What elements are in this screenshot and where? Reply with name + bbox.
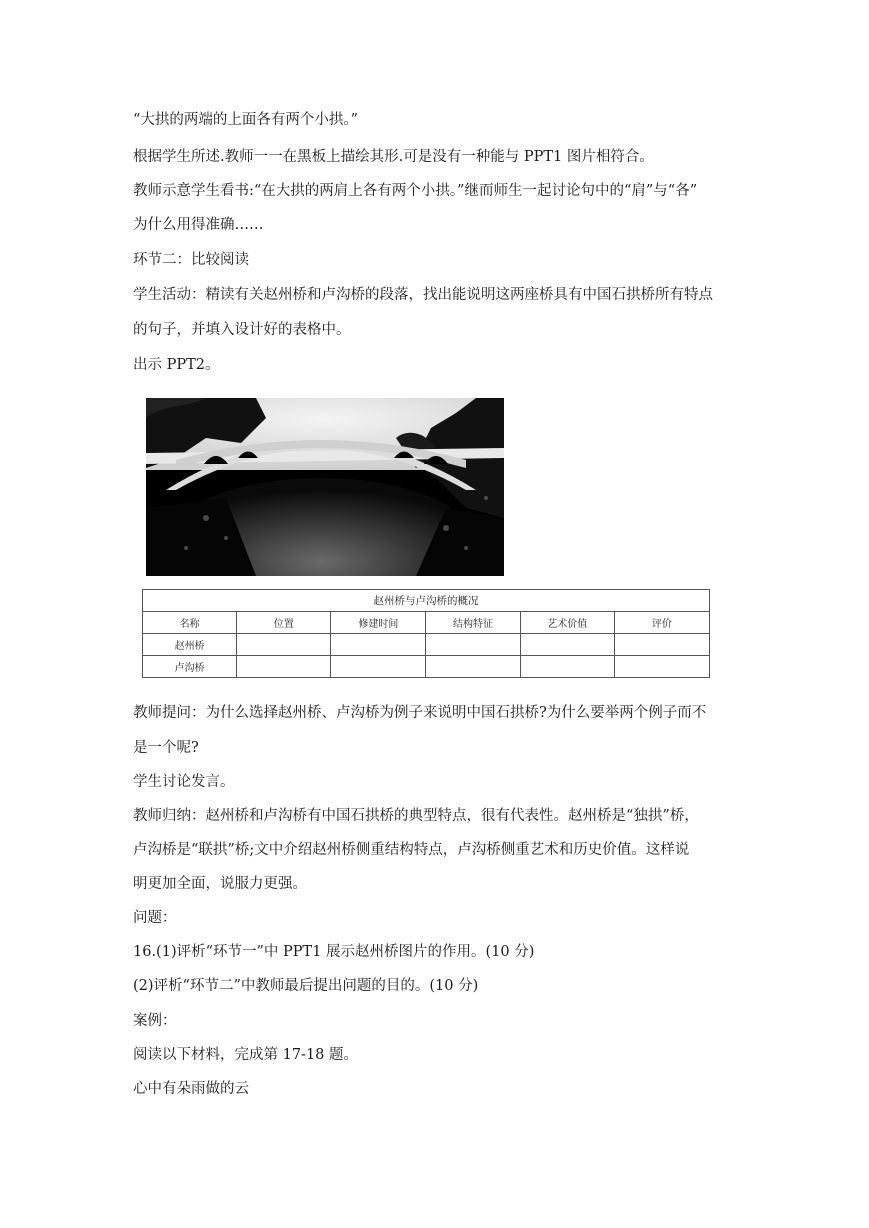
paragraph-teacher-drawing: 根据学生所述.教师一一在黑板上描绘其形.可是没有一种能与 PPT1 图片相符合。 [133,149,654,165]
table-header-art-value: 艺术价值 [520,612,614,634]
question-16-part1: 16.(1)评析“环节一”中 PPT1 展示赵州桥图片的作用。(10 分) [133,944,535,960]
paragraph-teacher-hint-line1: 教师示意学生看书:“在大拱的两肩上各有两个小拱。”继而师生一起讨论句中的“肩”与“各” [133,183,698,199]
table-cell [614,656,709,678]
table-cell [237,634,331,656]
reading-instruction: 阅读以下材料，完成第 17-18 题。 [133,1047,359,1063]
table-header-structure: 结构特征 [426,612,520,634]
table-row [143,656,710,678]
bridge-photo-icon [146,398,504,576]
quote-line: “大拱的两端的上面各有两个小拱。” [133,112,359,128]
table-row [143,634,710,656]
paragraph-teacher-hint-line2: 为什么用得准确…… [133,217,264,233]
questions-label: 问题： [133,910,177,926]
paragraph-student-discussion: 学生讨论发言。 [133,774,235,790]
paragraph-teacher-summary-line2: 卢沟桥是“联拱”桥;文中介绍赵州桥侧重结构特点，卢沟桥侧重艺术和历史价值。这样说 [133,842,690,858]
table-header-build-time: 修建时间 [331,612,426,634]
question-16-part2: (2)评析“环节二”中教师最后提出问题的目的。(10 分) [133,978,479,994]
table-cell [614,634,709,656]
table-cell-bridge-name: 赵州桥 [143,634,237,656]
bridge-overview-table [142,589,710,678]
table-header-name: 名称 [143,612,237,634]
table-header-evaluation: 评价 [614,612,709,634]
table-cell [426,656,520,678]
table-title: 赵州桥与卢沟桥的概况 [143,590,710,612]
table-cell [331,634,426,656]
paragraph-teacher-summary-line3: 明更加全面，说服力更强。 [133,876,307,892]
table-cell-bridge-name: 卢沟桥 [143,656,237,678]
paragraph-student-activity-line1: 学生活动：精读有关赵州桥和卢沟桥的段落，找出能说明这两座桥具有中国石拱桥所有特点 [133,287,713,303]
table-cell [426,634,520,656]
table-cell [237,656,331,678]
paragraph-student-activity-line2: 的句子，并填入设计好的表格中。 [133,322,351,338]
passage-title: 心中有朵雨做的云 [133,1081,249,1097]
paragraph-teacher-question-line2: 是一个呢? [133,740,199,756]
paragraph-show-ppt2: 出示 PPT2。 [133,357,220,373]
section-heading-stage2: 环节二：比较阅读 [133,252,249,268]
paragraph-teacher-question-line1: 教师提问：为什么选择赵州桥、卢沟桥为例子来说明中国石拱桥?为什么要举两个例子而不 [133,705,707,721]
paragraph-teacher-summary-line1: 教师归纳：赵州桥和卢沟桥有中国石拱桥的典型特点，很有代表性。赵州桥是“独拱”桥， [133,808,699,824]
table-cell [331,656,426,678]
case-label: 案例： [133,1013,177,1029]
table-cell [520,656,614,678]
table-cell [520,634,614,656]
table-header-location: 位置 [237,612,331,634]
